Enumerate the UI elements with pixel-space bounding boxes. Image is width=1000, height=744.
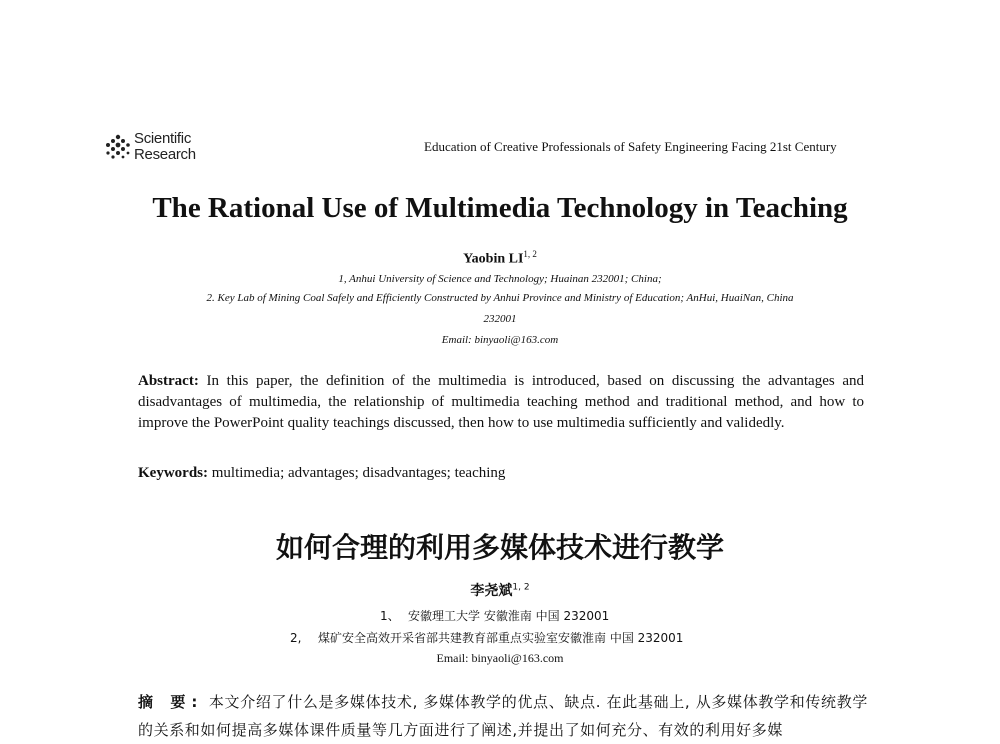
abstract-label: Abstract: [138,373,199,389]
chinese-abstract-text: 本文介绍了什么是多媒体技术, 多媒体教学的优点、缺点. 在此基础上, 从多媒体教学和传统教学的关系和如何提高多媒体课件质量等几方面进行了阐述,并提出了如何充分、有效的利用好多媒 [138,693,868,739]
logo-text-line2: Research [134,146,196,163]
chinese-affiliation-2-number: 2, [290,631,302,645]
abstract-text: In this paper, the definition of the multimedia is introduced, based on discussing the advantages and disadvantages of multimedia, the relationship of multimedia teaching method and traditional method, and how to improve the PowerPoint quality teachings discussed, then how to use multimedia sufficiently and validedly. [138,373,865,431]
chinese-title: 如何合理的利用多媒体技术进行教学 [275,531,724,564]
logo-text-line1: Scientific [134,130,192,147]
affiliation-2: 2. Key Lab of Mining Coal Safely and Efficiently Constructed by Anhui Province and Ministry of Education; AnHui, HuaiNan, China [206,292,794,304]
chinese-affiliation-1-text: 安徽理工大学 安徽淮南 中国 232001 [408,609,610,623]
author-affiliation-marks: 1, 2 [523,249,537,259]
affiliation-2-postcode: 232001 [483,313,517,325]
publisher-logo [104,130,214,166]
chinese-author-name: 李尧斌 [470,583,513,599]
author-name [0,249,1000,268]
abstract [138,371,864,434]
keywords-label: Keywords: [138,465,208,481]
chinese-author-marks: 1, 2 [512,582,530,593]
chinese-affiliation-1-number: 1、 [380,609,400,623]
chinese-affiliation-2-text: 煤矿安全高效开采省部共建教育部重点实验室安徽淮南 中国 232001 [318,631,684,645]
journal-header: Education of Creative Professionals of Safety Engineering Facing 21st Century [424,139,837,154]
chinese-author [0,580,1000,600]
author-email: Email: binyaoli@163.com [441,334,559,346]
chinese-abstract-label: 摘 要: [138,693,204,711]
chinese-affiliation-2 [290,629,683,646]
chinese-abstract [138,688,868,744]
chinese-affiliation-1 [380,607,609,624]
author-name-text: Yaobin LI [463,251,524,267]
keywords [138,465,505,482]
paper-title: The Rational Use of Multimedia Technology in Teaching [152,192,848,224]
keywords-text: multimedia; advantages; disadvantages; teaching [211,465,506,481]
chinese-email: Email: binyaoli@163.com [436,651,564,665]
logo-dots-icon [104,134,132,162]
affiliation-1: 1, Anhui University of Science and Technology; Huainan 232001; China; [338,273,662,285]
